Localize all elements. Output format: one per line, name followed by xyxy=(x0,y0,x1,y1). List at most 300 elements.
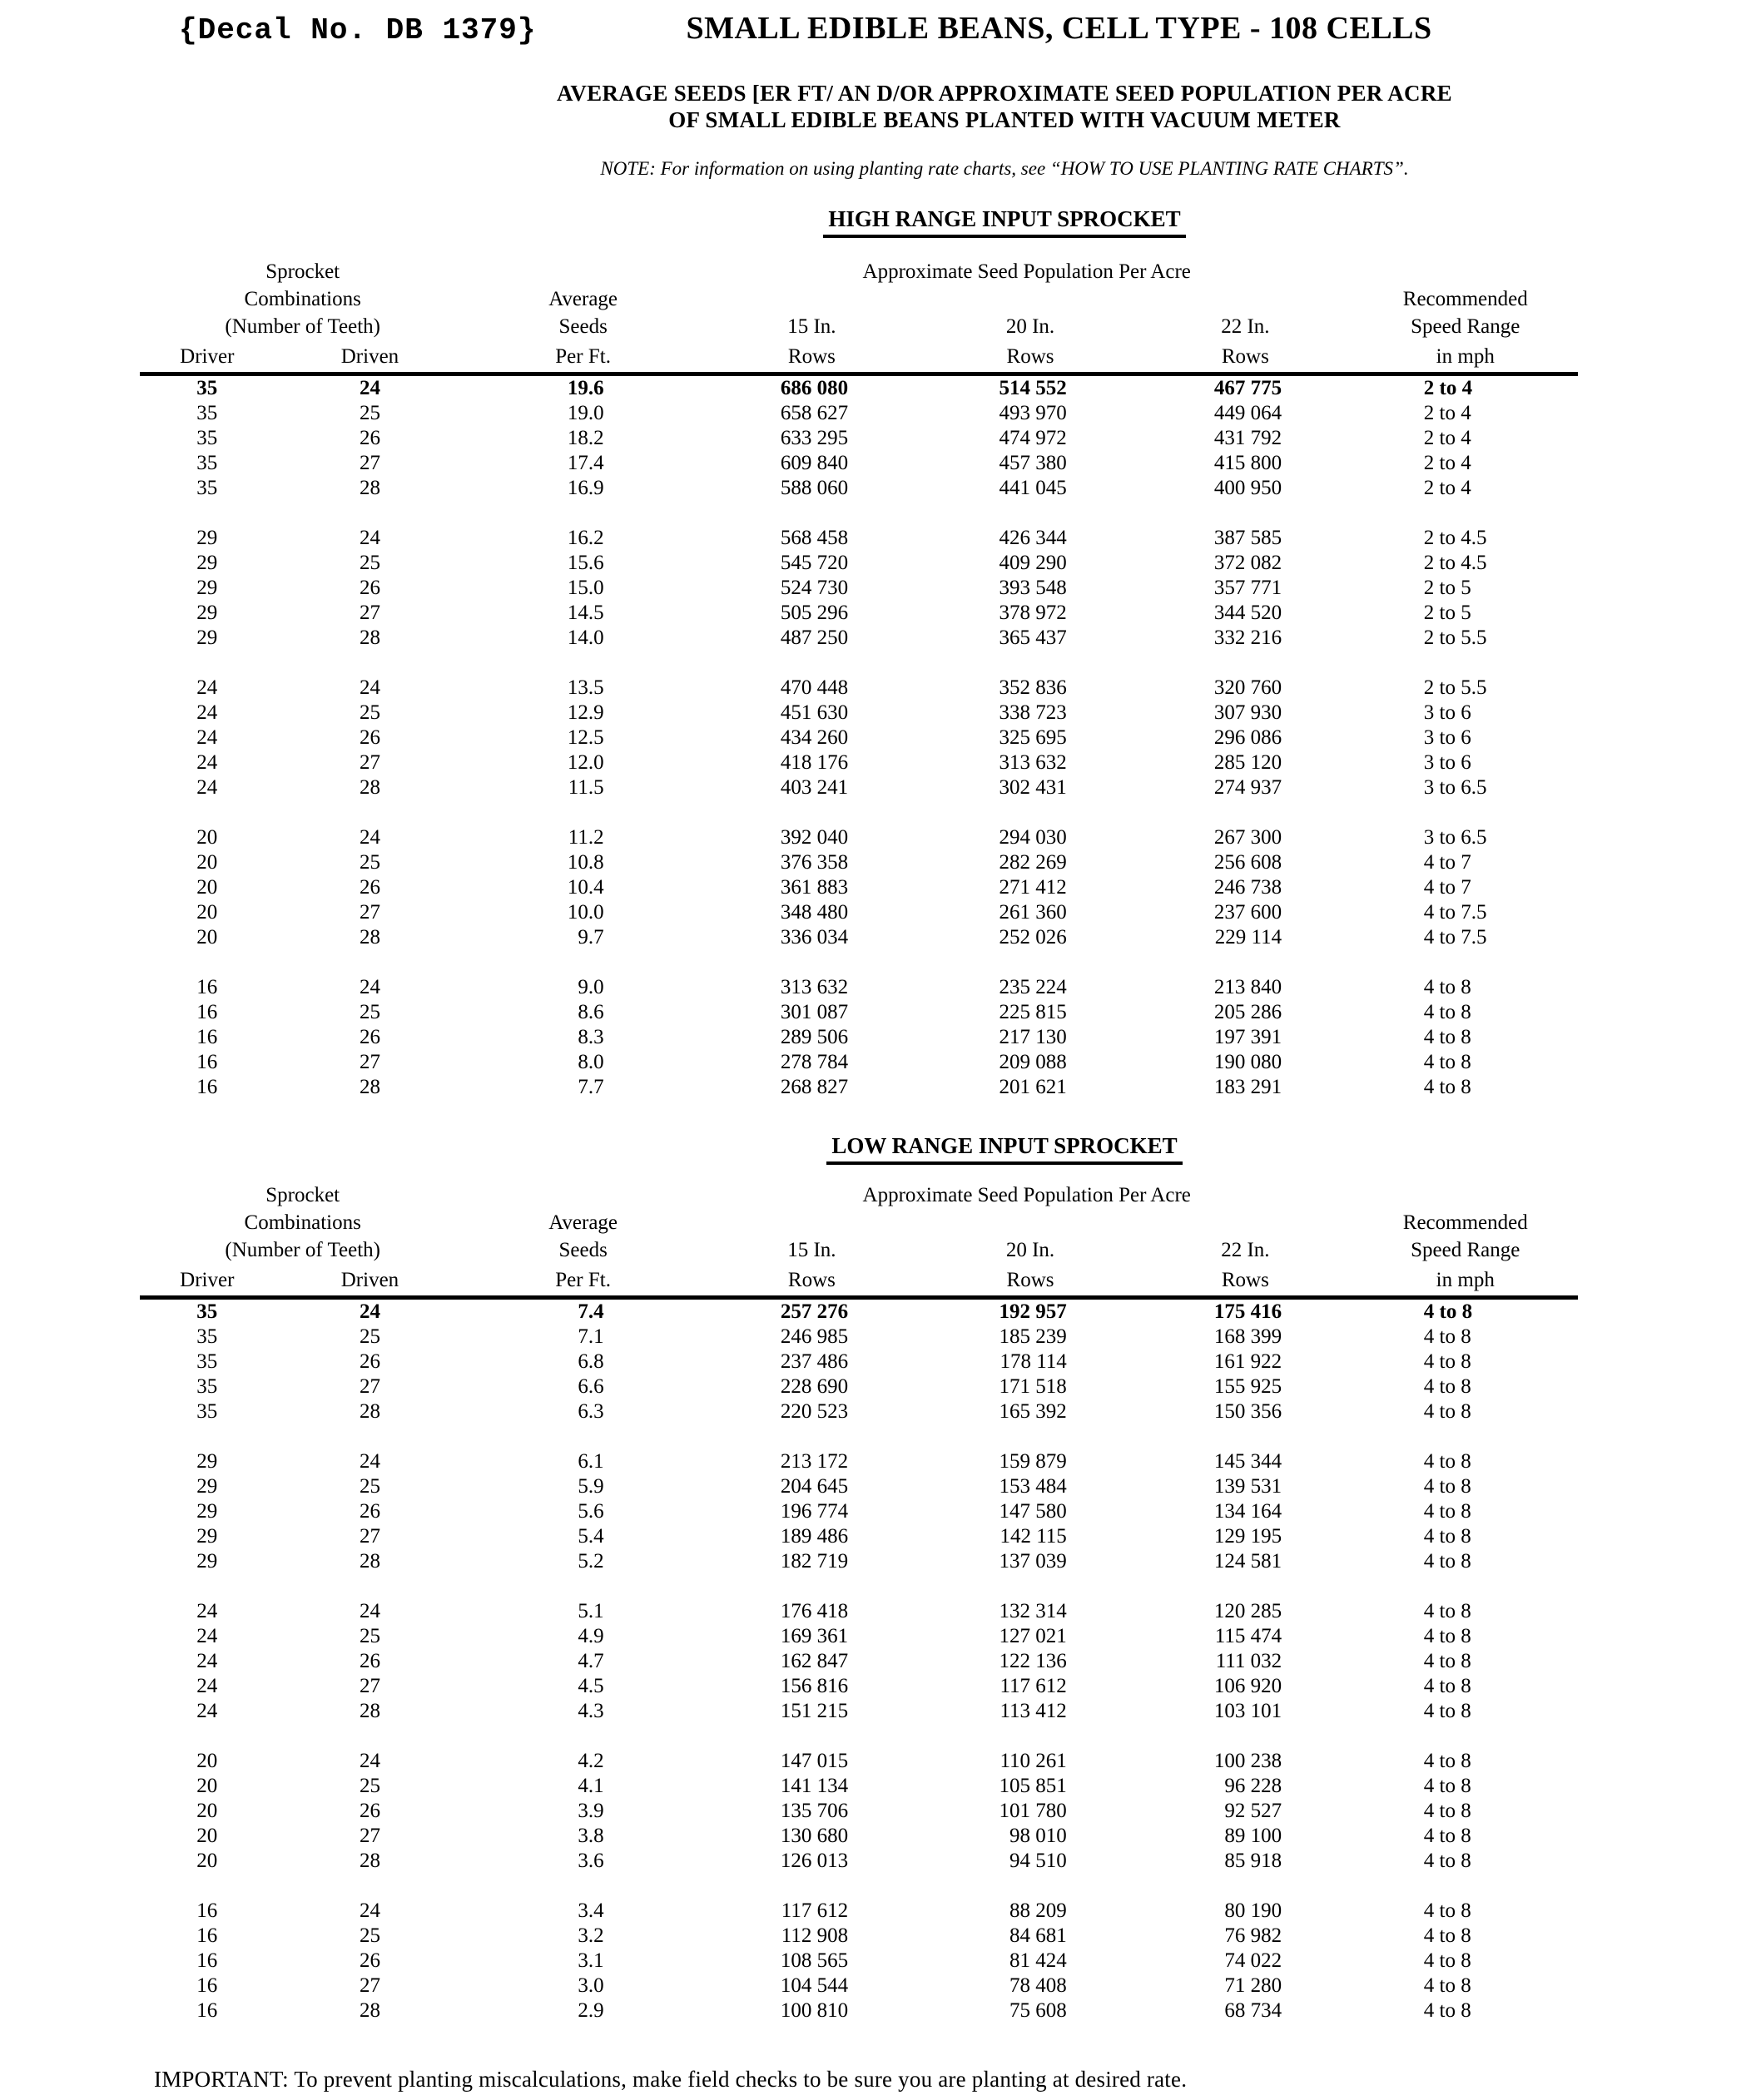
cell-value: 20 xyxy=(196,901,218,924)
cell-value: 524 730 xyxy=(780,577,849,599)
header-blank xyxy=(1353,1180,1578,1207)
cell-value: 100 810 xyxy=(780,1999,849,2022)
cell-value: 4 to 8 xyxy=(1423,1924,1471,1947)
rows-15in-cell xyxy=(701,1924,923,1949)
cell-value: 4.2 xyxy=(578,1750,604,1772)
cell-value: 5.6 xyxy=(578,1500,604,1523)
driven-cell xyxy=(275,925,466,950)
cell-value: 29 xyxy=(196,602,218,624)
driven-cell xyxy=(275,426,466,451)
cell-value: 256 608 xyxy=(1213,851,1282,874)
cell-value: 3 to 6 xyxy=(1423,726,1471,749)
cell-value: 8.3 xyxy=(578,1026,604,1048)
cell-value: 3 to 6.5 xyxy=(1423,826,1487,849)
driver-cell xyxy=(140,1325,275,1350)
avg-seeds-cell xyxy=(465,1998,701,2023)
driven-cell xyxy=(275,1025,466,1050)
header-sprocket: Sprocket xyxy=(265,260,340,283)
table-row xyxy=(140,1849,1578,1874)
avg-seeds-cell xyxy=(465,551,701,576)
speed-range-cell xyxy=(1353,676,1578,701)
header-rows-22: Rows xyxy=(1138,1262,1352,1298)
speed-range-cell xyxy=(1353,1674,1578,1699)
avg-seeds-cell xyxy=(465,975,701,1000)
rows-15in-cell xyxy=(701,1399,923,1424)
cell-value: 126 013 xyxy=(780,1850,849,1872)
cell-value: 7.7 xyxy=(578,1076,604,1098)
rows-22in-cell xyxy=(1138,1025,1352,1050)
cell-value: 142 115 xyxy=(1000,1525,1067,1548)
cell-value: 4 to 8 xyxy=(1423,1350,1471,1373)
cell-value: 5.4 xyxy=(578,1525,604,1548)
cell-value: 124 581 xyxy=(1213,1550,1282,1573)
cell-value: 235 224 xyxy=(999,976,1067,998)
cell-value: 325 695 xyxy=(999,726,1067,749)
subtitle xyxy=(258,80,1751,133)
cell-value: 137 039 xyxy=(999,1550,1067,1573)
driver-cell xyxy=(140,1849,275,1874)
rows-22in-cell xyxy=(1138,1699,1352,1724)
cell-value: 35 xyxy=(196,1400,218,1423)
avg-seeds-cell xyxy=(465,1399,701,1424)
cell-value: 27 xyxy=(359,901,380,924)
subtitle-line-2: OF SMALL EDIBLE BEANS PLANTED WITH VACUUM METER xyxy=(668,107,1341,132)
table-row xyxy=(140,676,1578,701)
cell-value: 113 412 xyxy=(1000,1700,1067,1722)
rows-22in-cell xyxy=(1138,1899,1352,1924)
rows-20in-cell xyxy=(923,476,1138,501)
cell-value: 3.2 xyxy=(578,1924,604,1947)
header-recommended: Recommended xyxy=(1402,1211,1528,1234)
cell-value: 120 285 xyxy=(1213,1600,1282,1622)
header-rows-15: Rows xyxy=(701,339,923,374)
cell-value: 85 918 xyxy=(1224,1850,1282,1872)
cell-value: 474 972 xyxy=(999,427,1067,449)
driver-cell xyxy=(140,1025,275,1050)
rows-22in-cell xyxy=(1138,1624,1352,1649)
rows-20in-cell xyxy=(923,1399,1138,1424)
cell-value: 16.9 xyxy=(567,477,604,499)
cell-value: 6.3 xyxy=(578,1400,604,1423)
cell-value: 3 to 6 xyxy=(1423,701,1471,724)
rows-22in-cell xyxy=(1138,551,1352,576)
speed-range-cell xyxy=(1353,875,1578,900)
avg-seeds-cell xyxy=(465,1025,701,1050)
driven-cell xyxy=(275,1350,466,1374)
rows-15in-cell xyxy=(701,850,923,875)
rows-15in-cell xyxy=(701,1749,923,1774)
driver-cell xyxy=(140,1749,275,1774)
table-row xyxy=(140,1949,1578,1974)
driven-cell xyxy=(275,1298,466,1325)
cell-value: 106 920 xyxy=(1213,1675,1282,1697)
cell-value: 365 437 xyxy=(999,627,1067,649)
cell-value: 117 612 xyxy=(1000,1675,1067,1697)
spacer-cell xyxy=(140,950,1578,975)
driver-cell xyxy=(140,701,275,726)
avg-seeds-cell xyxy=(465,825,701,850)
rows-20in-cell xyxy=(923,1974,1138,1998)
cell-value: 112 908 xyxy=(781,1924,849,1947)
rows-22in-cell xyxy=(1138,426,1352,451)
driver-cell xyxy=(140,1974,275,1998)
cell-value: 2 to 4.5 xyxy=(1423,527,1487,549)
rows-15in-cell xyxy=(701,1799,923,1824)
rows-15in-cell xyxy=(701,626,923,651)
driven-cell xyxy=(275,1549,466,1574)
driven-cell xyxy=(275,1699,466,1724)
header-speed-range: Speed Range xyxy=(1411,315,1520,338)
avg-seeds-cell xyxy=(465,1974,701,1998)
cell-value: 426 344 xyxy=(999,527,1067,549)
cell-value: 27 xyxy=(359,751,380,774)
cell-value: 147 015 xyxy=(780,1750,849,1772)
cell-value: 4.5 xyxy=(578,1675,604,1697)
header-15in: 15 In. xyxy=(787,315,836,338)
rows-20in-cell xyxy=(923,1374,1138,1399)
driven-cell xyxy=(275,1849,466,1874)
cell-value: 229 114 xyxy=(1214,926,1282,948)
avg-seeds-cell xyxy=(465,750,701,775)
driven-cell xyxy=(275,1449,466,1474)
cell-value: 11.5 xyxy=(568,776,604,799)
speed-range-cell xyxy=(1353,1974,1578,1998)
rows-22in-cell xyxy=(1138,726,1352,750)
driven-cell xyxy=(275,1000,466,1025)
cell-value: 27 xyxy=(359,1974,380,1997)
header-in-mph: in mph xyxy=(1353,1262,1578,1298)
cell-value: 4 to 8 xyxy=(1423,1051,1471,1073)
cell-value: 139 531 xyxy=(1213,1475,1282,1498)
cell-value: 111 032 xyxy=(1215,1650,1282,1672)
cell-value: 282 269 xyxy=(999,851,1067,874)
table-row xyxy=(140,1050,1578,1075)
cell-value: 29 xyxy=(196,527,218,549)
cell-value: 4 to 8 xyxy=(1423,1325,1471,1348)
cell-value: 4 to 8 xyxy=(1423,1750,1471,1772)
speed-range-cell xyxy=(1353,1699,1578,1724)
speed-range-cell xyxy=(1353,476,1578,501)
cell-value: 8.0 xyxy=(578,1051,604,1073)
rows-20in-cell xyxy=(923,701,1138,726)
cell-value: 4 to 8 xyxy=(1423,1850,1471,1872)
cell-value: 122 136 xyxy=(999,1650,1067,1672)
cell-value: 28 xyxy=(359,1076,380,1098)
cell-value: 4 to 7 xyxy=(1423,851,1471,874)
driven-cell xyxy=(275,626,466,651)
rows-15in-cell xyxy=(701,526,923,551)
speed-range-cell xyxy=(1353,1624,1578,1649)
header-average: Average xyxy=(548,288,618,310)
table-row xyxy=(140,401,1578,426)
table-row xyxy=(140,426,1578,451)
rows-22in-cell xyxy=(1138,576,1352,601)
cell-value: 155 925 xyxy=(1213,1375,1282,1398)
avg-seeds-cell xyxy=(465,1524,701,1549)
cell-value: 24 xyxy=(196,1700,218,1722)
cell-value: 4 to 8 xyxy=(1423,1475,1471,1498)
speed-range-cell xyxy=(1353,1774,1578,1799)
table-row xyxy=(140,925,1578,950)
rows-22in-cell xyxy=(1138,1998,1352,2023)
rows-22in-cell xyxy=(1138,1298,1352,1325)
driven-cell xyxy=(275,576,466,601)
avg-seeds-cell xyxy=(465,1699,701,1724)
cell-value: 35 xyxy=(196,1325,218,1348)
cell-value: 588 060 xyxy=(780,477,849,499)
cell-value: 96 228 xyxy=(1224,1775,1282,1797)
rows-22in-cell xyxy=(1138,1949,1352,1974)
driver-cell xyxy=(140,576,275,601)
rows-15in-cell xyxy=(701,1774,923,1799)
table-row xyxy=(140,1549,1578,1574)
rows-15in-cell xyxy=(701,1674,923,1699)
group-spacer xyxy=(140,800,1578,825)
driven-cell xyxy=(275,1050,466,1075)
group-spacer xyxy=(140,1724,1578,1749)
rows-20in-cell xyxy=(923,925,1138,950)
cell-value: 29 xyxy=(196,1475,218,1498)
rows-15in-cell xyxy=(701,1824,923,1849)
table-row xyxy=(140,1899,1578,1924)
cell-value: 10.4 xyxy=(567,876,604,899)
avg-seeds-cell xyxy=(465,426,701,451)
cell-value: 220 523 xyxy=(780,1400,849,1423)
table-row xyxy=(140,1350,1578,1374)
speed-range-cell xyxy=(1353,975,1578,1000)
cell-value: 3.8 xyxy=(578,1825,604,1847)
avg-seeds-cell xyxy=(465,576,701,601)
avg-seeds-cell xyxy=(465,1499,701,1524)
header-row-4 xyxy=(140,1262,1578,1298)
cell-value: 13.5 xyxy=(567,676,604,699)
header-sprocket: Sprocket xyxy=(265,1184,340,1206)
cell-value: 178 114 xyxy=(1000,1350,1067,1373)
speed-range-cell xyxy=(1353,1000,1578,1025)
driver-cell xyxy=(140,401,275,426)
cell-value: 108 565 xyxy=(780,1949,849,1972)
cell-value: 11.2 xyxy=(568,826,604,849)
cell-value: 4.7 xyxy=(578,1650,604,1672)
cell-value: 213 172 xyxy=(780,1450,849,1473)
cell-value: 26 xyxy=(359,1949,380,1972)
cell-value: 35 xyxy=(196,1300,218,1323)
cell-value: 2 to 5.5 xyxy=(1423,676,1487,699)
cell-value: 150 356 xyxy=(1213,1400,1282,1423)
cell-value: 633 295 xyxy=(780,427,849,449)
speed-range-cell xyxy=(1353,1499,1578,1524)
speed-range-cell xyxy=(1353,1749,1578,1774)
driver-cell xyxy=(140,451,275,476)
spacer-cell xyxy=(140,651,1578,676)
speed-range-cell xyxy=(1353,1799,1578,1824)
table-row xyxy=(140,1374,1578,1399)
rows-20in-cell xyxy=(923,1499,1138,1524)
rows-20in-cell xyxy=(923,401,1138,426)
rows-20in-cell xyxy=(923,1549,1138,1574)
cell-value: 4 to 8 xyxy=(1423,1375,1471,1398)
driver-cell xyxy=(140,1624,275,1649)
speed-range-cell xyxy=(1353,925,1578,950)
rows-22in-cell xyxy=(1138,476,1352,501)
table-row xyxy=(140,900,1578,925)
cell-value: 313 632 xyxy=(780,976,849,998)
rows-15in-cell xyxy=(701,1549,923,1574)
cell-value: 4.1 xyxy=(578,1775,604,1797)
driver-cell xyxy=(140,1000,275,1025)
cell-value: 78 408 xyxy=(1009,1974,1067,1997)
driven-cell xyxy=(275,1824,466,1849)
cell-value: 145 344 xyxy=(1213,1450,1282,1473)
rows-20in-cell xyxy=(923,1949,1138,1974)
cell-value: 25 xyxy=(359,1775,380,1797)
rows-20in-cell xyxy=(923,1824,1138,1849)
driver-cell xyxy=(140,1549,275,1574)
cell-value: 29 xyxy=(196,552,218,574)
rows-15in-cell xyxy=(701,1649,923,1674)
cell-value: 16 xyxy=(196,1999,218,2022)
rows-15in-cell xyxy=(701,900,923,925)
table-row xyxy=(140,1998,1578,2023)
cell-value: 35 xyxy=(196,377,218,399)
cell-value: 357 771 xyxy=(1213,577,1282,599)
cell-value: 6.6 xyxy=(578,1375,604,1398)
rows-20in-cell xyxy=(923,750,1138,775)
header-rows-20: Rows xyxy=(923,339,1138,374)
driven-cell xyxy=(275,1599,466,1624)
cell-value: 313 632 xyxy=(999,751,1067,774)
driver-cell xyxy=(140,775,275,800)
cell-value: 24 xyxy=(196,701,218,724)
avg-seeds-cell xyxy=(465,925,701,950)
cell-value: 135 706 xyxy=(780,1800,849,1822)
cell-value: 7.4 xyxy=(578,1300,604,1323)
speed-range-cell xyxy=(1353,1824,1578,1849)
cell-value: 16 xyxy=(196,1076,218,1098)
cell-value: 28 xyxy=(359,1550,380,1573)
rows-20in-cell xyxy=(923,526,1138,551)
table-row xyxy=(140,701,1578,726)
rows-15in-cell xyxy=(701,1524,923,1549)
cell-value: 24 xyxy=(359,676,380,699)
rows-22in-cell xyxy=(1138,626,1352,651)
rows-22in-cell xyxy=(1138,1824,1352,1849)
cell-value: 4 to 8 xyxy=(1423,1974,1471,1997)
speed-range-cell xyxy=(1353,1474,1578,1499)
cell-value: 161 922 xyxy=(1213,1350,1282,1373)
header-population: Approximate Seed Population Per Acre xyxy=(862,1184,1191,1206)
rows-20in-cell xyxy=(923,1674,1138,1699)
cell-value: 101 780 xyxy=(999,1800,1067,1822)
speed-range-cell xyxy=(1353,1298,1578,1325)
driver-cell xyxy=(140,925,275,950)
rows-22in-cell xyxy=(1138,1924,1352,1949)
cell-value: 201 621 xyxy=(999,1076,1067,1098)
rows-15in-cell xyxy=(701,750,923,775)
avg-seeds-cell xyxy=(465,1749,701,1774)
cell-value: 168 399 xyxy=(1213,1325,1282,1348)
table-row xyxy=(140,1649,1578,1674)
speed-range-cell xyxy=(1353,1025,1578,1050)
table-row xyxy=(140,1298,1578,1325)
rows-20in-cell xyxy=(923,1474,1138,1499)
table-row xyxy=(140,626,1578,651)
cell-value: 209 088 xyxy=(999,1051,1067,1073)
table-row xyxy=(140,1774,1578,1799)
group-spacer xyxy=(140,950,1578,975)
cell-value: 2 to 4 xyxy=(1423,377,1473,399)
cell-value: 29 xyxy=(196,1550,218,1573)
avg-seeds-cell xyxy=(465,1799,701,1824)
speed-range-cell xyxy=(1353,451,1578,476)
rows-15in-cell xyxy=(701,825,923,850)
cell-value: 24 xyxy=(196,751,218,774)
rows-20in-cell xyxy=(923,374,1138,402)
speed-range-cell xyxy=(1353,1374,1578,1399)
cell-value: 16 xyxy=(196,1026,218,1048)
speed-range-cell xyxy=(1353,526,1578,551)
avg-seeds-cell xyxy=(465,1298,701,1325)
cell-value: 20 xyxy=(196,876,218,899)
table-row xyxy=(140,850,1578,875)
table-row xyxy=(140,825,1578,850)
cell-value: 2 to 4 xyxy=(1423,452,1471,474)
speed-range-cell xyxy=(1353,701,1578,726)
header-driven: Driven xyxy=(275,339,466,374)
driver-cell xyxy=(140,1050,275,1075)
driver-cell xyxy=(140,1649,275,1674)
cell-value: 2 to 5 xyxy=(1423,602,1471,624)
rows-15in-cell xyxy=(701,1298,923,1325)
avg-seeds-cell xyxy=(465,476,701,501)
driver-cell xyxy=(140,1998,275,2023)
cell-value: 338 723 xyxy=(999,701,1067,724)
cell-value: 127 021 xyxy=(999,1625,1067,1647)
rows-15in-cell xyxy=(701,401,923,426)
header-seeds: Seeds xyxy=(558,1239,608,1261)
rows-20in-cell xyxy=(923,601,1138,626)
cell-value: 19.6 xyxy=(567,377,604,399)
group-spacer xyxy=(140,651,1578,676)
header-rows-20: Rows xyxy=(923,1262,1138,1298)
cell-value: 4 to 8 xyxy=(1423,1800,1471,1822)
speed-range-cell xyxy=(1353,726,1578,750)
table-row xyxy=(140,1025,1578,1050)
cell-value: 2 to 5.5 xyxy=(1423,627,1487,649)
speed-range-cell xyxy=(1353,1998,1578,2023)
driver-cell xyxy=(140,1824,275,1849)
high-range-table-body xyxy=(140,374,1578,1101)
cell-value: 25 xyxy=(359,552,380,574)
rows-22in-cell xyxy=(1138,401,1352,426)
cell-value: 20 xyxy=(196,926,218,948)
driven-cell xyxy=(275,476,466,501)
cell-value: 7.1 xyxy=(578,1325,604,1348)
avg-seeds-cell xyxy=(465,1325,701,1350)
rows-15in-cell xyxy=(701,1699,923,1724)
driven-cell xyxy=(275,374,466,402)
rows-20in-cell xyxy=(923,1699,1138,1724)
cell-value: 4 to 8 xyxy=(1423,976,1471,998)
rows-15in-cell xyxy=(701,1499,923,1524)
cell-value: 16 xyxy=(196,1051,218,1073)
header-20in: 20 In. xyxy=(1005,315,1055,338)
cell-value: 24 xyxy=(359,1450,380,1473)
cell-value: 3 to 6 xyxy=(1423,751,1471,774)
speed-range-cell xyxy=(1353,750,1578,775)
cell-value: 4 to 8 xyxy=(1423,1001,1471,1023)
cell-value: 4 to 8 xyxy=(1423,1450,1471,1473)
